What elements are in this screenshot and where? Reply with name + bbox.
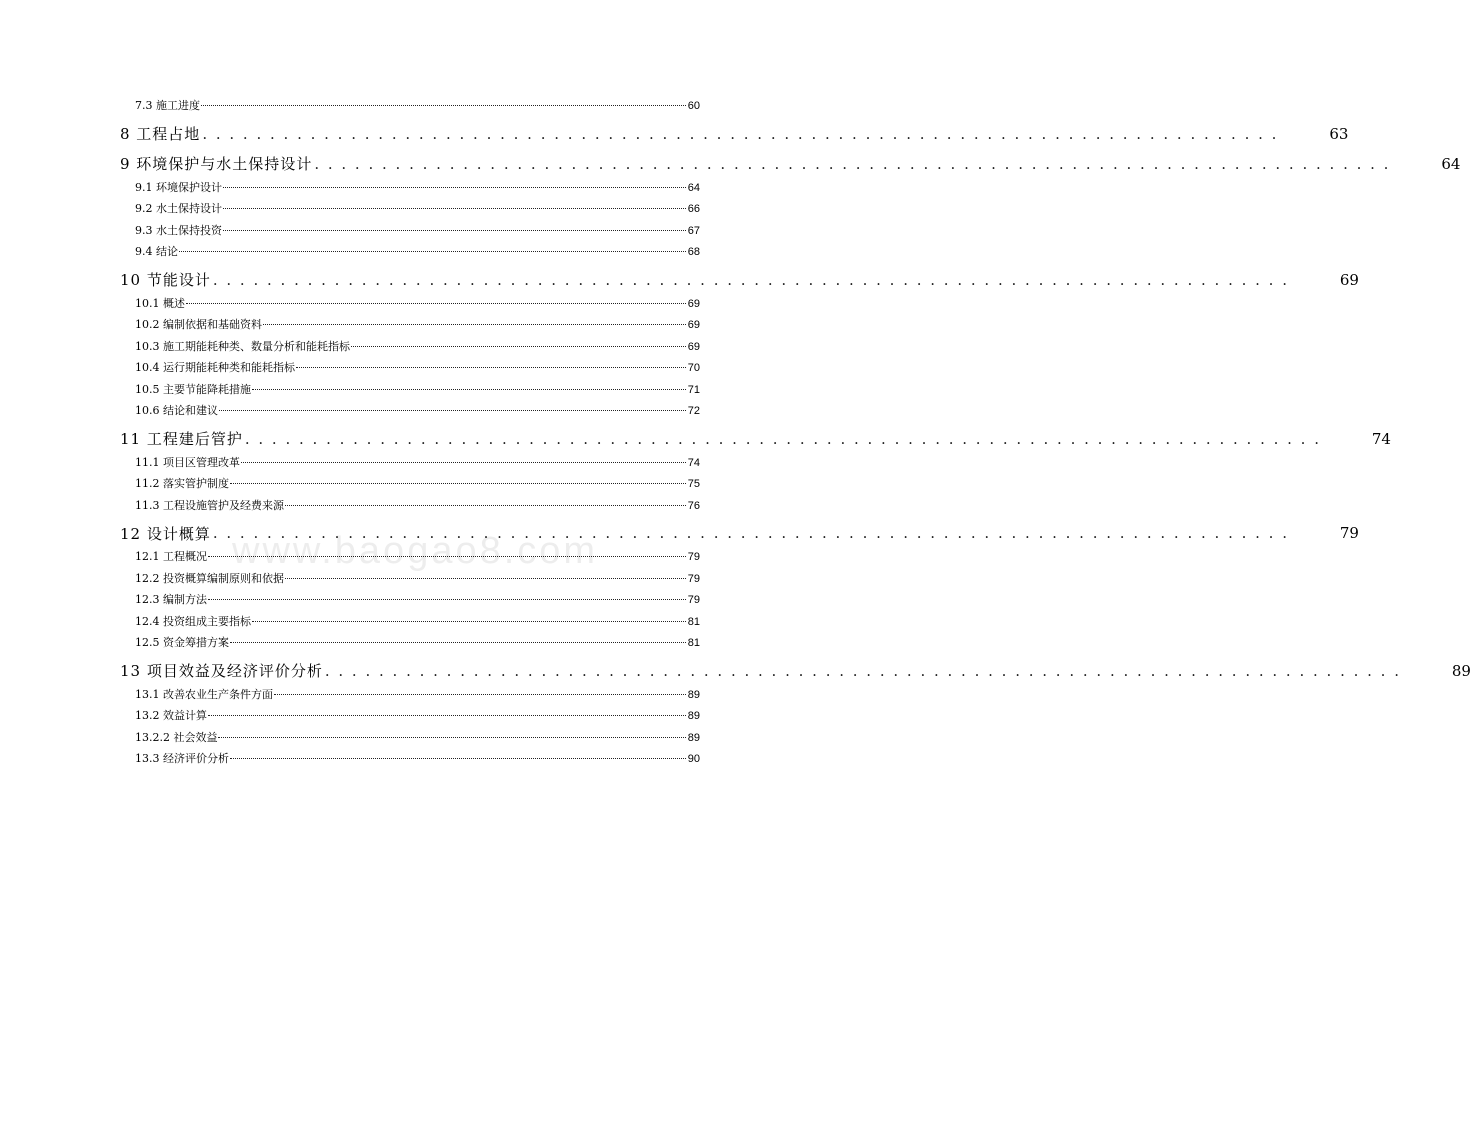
toc-section-entry[interactable] [120,707,700,729]
toc-entry-label: 13.2 效益计算 [135,709,207,722]
toc-page-number: 70 [687,362,700,374]
table-of-contents [120,97,1471,772]
toc-page-number: 72 [687,405,700,417]
toc-entry-label: 12.4 投资组成主要指标 [135,614,251,628]
toc-section-entry[interactable] [120,97,700,119]
toc-entry-label: 9.1 环境保护设计 [135,180,222,194]
toc-chapter-entry[interactable] [120,149,1461,179]
toc-entry-label: 10.6 结论和建议 [135,404,218,417]
toc-entry-label: 13.1 改善农业生产条件方面 [135,687,273,701]
dot-leader [208,715,686,716]
toc-page-number: 69 [687,297,700,310]
dot-leader [223,230,686,231]
toc-page-number: 81 [687,637,700,649]
toc-section-entry[interactable] [120,295,700,317]
dot-leader [252,389,686,390]
toc-entry-label: 13 项目效益及经济评价分析 [120,662,323,680]
toc-entry-label: 11.3 工程设施管护及经费来源 [135,498,284,512]
toc-entry-label: 13.2.2 社会效益 [135,730,218,744]
toc-page-number: 64 [1441,154,1461,173]
toc-section-entry[interactable] [120,179,700,201]
dot-leader [230,642,686,643]
dot-leader [219,410,686,411]
toc-entry-label: 9.2 水土保持设计 [135,202,222,215]
dot-leader [223,187,686,188]
toc-page-number: 64 [687,181,700,194]
toc-page-number: 74 [687,456,700,469]
toc-entry-label: 10.5 主要节能降耗措施 [135,382,251,396]
toc-page-number: 81 [687,615,700,628]
toc-page-number: 79 [687,551,700,563]
toc-entry-label: 10.4 运行期能耗种类和能耗指标 [135,361,295,374]
toc-entry-label: 12.3 编制方法 [135,593,207,606]
dot-leader: . . . . . . . . . . . . . . . . . . . . . . . . . . . . . . . . . . . . . . . . . . . . . . . . . . . . . . . . . . . . . . . . . . . . . . . . . . . . . . . . [324,661,1401,680]
dot-leader [218,737,685,738]
toc-section-entry[interactable] [120,222,700,244]
toc-section-entry[interactable] [120,359,700,381]
toc-entry-label: 7.3 施工进度 [135,99,200,112]
toc-page-number: 76 [687,499,700,512]
dot-leader [208,599,686,600]
toc-page-number: 79 [687,572,700,585]
dot-leader [252,621,686,622]
toc-chapter-entry[interactable] [120,265,1359,295]
dot-leader [285,505,686,506]
toc-section-entry[interactable] [120,454,700,476]
watermark: www.baogao8.com [232,530,599,572]
toc-chapter-entry[interactable] [120,424,1391,454]
toc-section-entry[interactable] [120,338,700,360]
dot-leader [274,694,686,695]
toc-page-number: 60 [687,100,700,112]
dot-leader [186,303,686,304]
dot-leader: . . . . . . . . . . . . . . . . . . . . . . . . . . . . . . . . . . . . . . . . . . . . . . . . . . . . . . . . . . . . . . . . . . . . . . . . . . . . . . . . [202,124,1279,143]
toc-entry-label: 9.4 结论 [135,245,178,258]
toc-entry-label: 12.5 资金筹措方案 [135,636,229,649]
toc-page-number: 89 [687,710,700,722]
toc-page-number: 89 [687,731,700,744]
toc-entry-label: 11.2 落实管护制度 [135,477,229,490]
toc-section-entry[interactable] [120,686,700,708]
dot-leader [230,758,686,759]
dot-leader: . . . . . . . . . . . . . . . . . . . . . . . . . . . . . . . . . . . . . . . . . . . . . . . . . . . . . . . . . . . . . . . . . . . . . . . . . . . . . . . . [212,524,1289,542]
toc-page-number: 69 [687,340,700,353]
dot-leader [230,483,686,484]
toc-chapter-entry[interactable] [120,656,1471,686]
toc-entry-label: 10.1 概述 [135,296,185,310]
toc-entry-label: 12.2 投资概算编制原则和依据 [135,571,284,585]
toc-section-entry[interactable] [120,497,700,519]
toc-section-entry[interactable] [120,402,700,424]
toc-entry-label: 11 工程建后管护 [120,430,243,448]
dot-leader [241,462,686,463]
dot-leader: . . . . . . . . . . . . . . . . . . . . . . . . . . . . . . . . . . . . . . . . . . . . . . . . . . . . . . . . . . . . . . . . . . . . . . . . . . . . . . . . [314,154,1391,173]
toc-entry-label: 8 工程占地 [120,125,201,143]
toc-page-number: 69 [1339,270,1359,289]
toc-entry-label: 10 节能设计 [120,271,211,289]
toc-chapter-entry[interactable] [120,119,1349,149]
toc-entry-label: 10.3 施工期能耗种类、数量分析和能耗指标 [135,339,350,353]
toc-page-number: 89 [687,688,700,701]
toc-section-entry[interactable] [120,200,700,222]
toc-page-number: 90 [687,753,700,765]
toc-page-number: 79 [687,594,700,606]
toc-section-entry[interactable] [120,613,700,635]
toc-entry-label: 11.1 项目区管理改革 [135,455,240,469]
dot-leader: . . . . . . . . . . . . . . . . . . . . . . . . . . . . . . . . . . . . . . . . . . . . . . . . . . . . . . . . . . . . . . . . . . . . . . . . . . . . . . . . [212,270,1289,289]
toc-section-entry[interactable] [120,475,700,497]
dot-leader: . . . . . . . . . . . . . . . . . . . . . . . . . . . . . . . . . . . . . . . . . . . . . . . . . . . . . . . . . . . . . . . . . . . . . . . . . . . . . . . . [244,429,1321,448]
toc-entry-label: 9 环境保护与水土保持设计 [120,155,313,173]
toc-section-entry[interactable] [120,591,700,613]
toc-page-number: 74 [1371,429,1391,448]
dot-leader [223,208,686,209]
toc-page-number: 89 [1451,661,1471,680]
toc-page-number: 69 [687,319,700,331]
dot-leader [351,346,686,347]
toc-page-number: 75 [687,478,700,490]
toc-section-entry[interactable] [120,316,700,338]
dot-leader [285,578,686,579]
toc-entry-label: 12 设计概算 [120,524,211,543]
toc-page-number: 66 [687,203,700,215]
toc-entry-label: 13.3 经济评价分析 [135,752,229,765]
toc-section-entry[interactable] [120,750,700,772]
toc-section-entry[interactable] [120,381,700,403]
toc-entry-label: 9.3 水土保持投资 [135,223,222,237]
toc-page-number: 71 [687,383,700,396]
toc-page-number: 67 [687,224,700,237]
toc-section-entry[interactable] [120,729,700,751]
toc-page-number: 63 [1329,124,1349,143]
toc-entry-label: 10.2 编制依据和基础资料 [135,318,262,331]
dot-leader [296,367,686,368]
dot-leader [201,105,686,106]
dot-leader [179,251,686,252]
toc-entry-label: 12.1 工程概况 [135,550,207,563]
toc-section-entry[interactable] [120,243,700,265]
dot-leader [263,324,686,325]
toc-section-entry[interactable] [120,634,700,656]
toc-page-number: 68 [687,246,700,258]
toc-page-number: 79 [1339,524,1359,542]
